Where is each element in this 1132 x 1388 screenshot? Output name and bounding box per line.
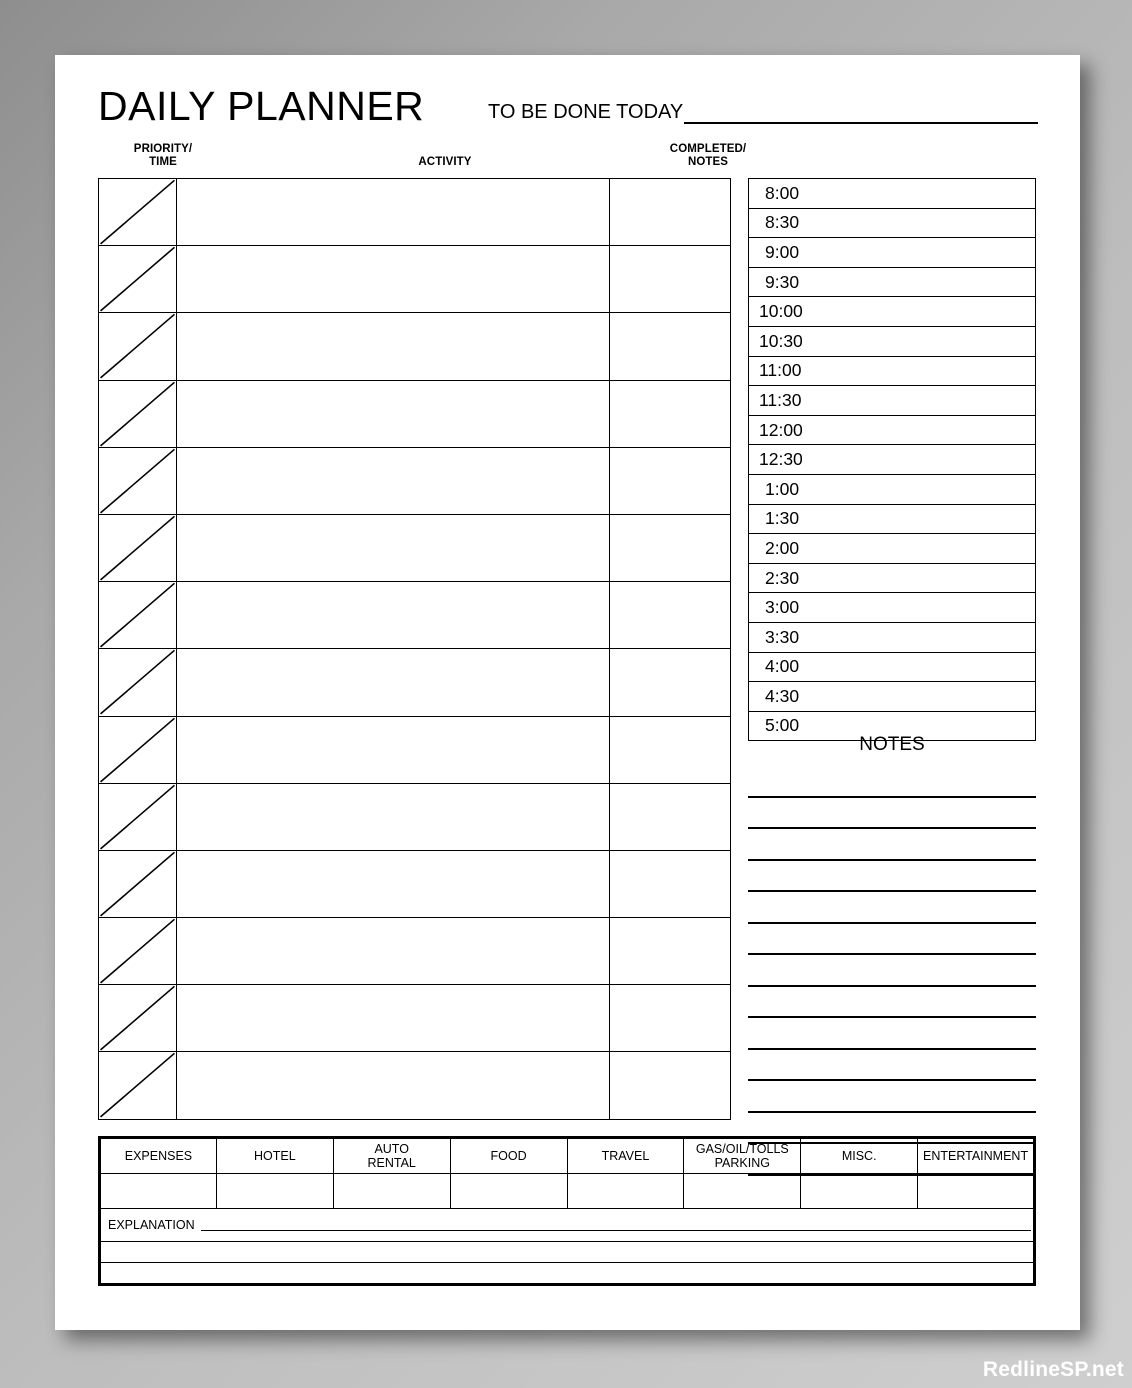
column-header-priority-time: [98, 143, 228, 169]
priority-time-cell[interactable]: [99, 514, 177, 581]
schedule-row: [749, 445, 1036, 475]
schedule-row: [749, 179, 1036, 209]
activity-row: [99, 716, 731, 783]
explanation-row: [100, 1209, 1035, 1242]
expenses-column-label-line: PARKING: [714, 1156, 770, 1170]
completed-notes-cell[interactable]: [610, 179, 731, 246]
expenses-column-label-line: EXPENSES: [124, 1149, 193, 1163]
explanation-extra-row: [100, 1263, 1035, 1285]
schedule-time-cell[interactable]: 8:30: [749, 208, 1036, 238]
expenses-column-header: [450, 1138, 567, 1174]
notes-write-line[interactable]: [748, 861, 1036, 893]
expenses-table: [98, 1136, 1036, 1286]
activity-cell[interactable]: [177, 447, 610, 514]
expenses-value-cell[interactable]: [918, 1174, 1035, 1209]
activity-cell[interactable]: [177, 380, 610, 447]
schedule-time-cell[interactable]: 8:00: [749, 179, 1036, 209]
priority-time-cell[interactable]: [99, 582, 177, 649]
completed-notes-cell[interactable]: [610, 582, 731, 649]
schedule-time-cell[interactable]: 4:00: [749, 652, 1036, 682]
priority-time-cell[interactable]: [99, 447, 177, 514]
expenses-column-label-line: MISC.: [841, 1149, 877, 1163]
schedule-row: [749, 238, 1036, 268]
diagonal-divider-icon: [99, 918, 176, 984]
priority-time-cell[interactable]: [99, 313, 177, 380]
schedule-time-cell[interactable]: 9:30: [749, 267, 1036, 297]
completed-notes-cell[interactable]: [610, 918, 731, 985]
completed-notes-cell[interactable]: [610, 313, 731, 380]
completed-notes-cell[interactable]: [610, 716, 731, 783]
expenses-column-header: [918, 1138, 1035, 1174]
schedule-row: [749, 208, 1036, 238]
schedule-time-cell[interactable]: 2:00: [749, 534, 1036, 564]
diagonal-divider-icon: [99, 313, 176, 379]
schedule-row: [749, 652, 1036, 682]
schedule-row: [749, 563, 1036, 593]
schedule-time-cell[interactable]: 10:00: [749, 297, 1036, 327]
schedule-time-cell[interactable]: 1:00: [749, 474, 1036, 504]
diagonal-divider-icon: [99, 717, 176, 783]
expenses-column-header: [567, 1138, 684, 1174]
activity-cell[interactable]: [177, 313, 610, 380]
expenses-value-row: [100, 1174, 1035, 1209]
notes-write-line[interactable]: [748, 798, 1036, 830]
activity-cell[interactable]: [177, 850, 610, 917]
activity-cell[interactable]: [177, 514, 610, 581]
activity-row: [99, 783, 731, 850]
schedule-row: [749, 504, 1036, 534]
notes-write-line[interactable]: [748, 987, 1036, 1019]
schedule-row: [749, 326, 1036, 356]
activity-row: [99, 447, 731, 514]
diagonal-divider-icon: [99, 448, 176, 514]
schedule-time-cell[interactable]: 1:30: [749, 504, 1036, 534]
expenses-column-label-line: TRAVEL: [601, 1149, 650, 1163]
schedule-row: [749, 534, 1036, 564]
activity-row: [99, 313, 731, 380]
activity-row: [99, 918, 731, 985]
schedule-time-cell[interactable]: 10:30: [749, 326, 1036, 356]
schedule-row: [749, 415, 1036, 445]
activity-table-body: [99, 179, 731, 1120]
completed-notes-cell[interactable]: [610, 783, 731, 850]
priority-time-cell[interactable]: [99, 716, 177, 783]
notes-write-line[interactable]: [748, 955, 1036, 987]
expenses-value-cell[interactable]: [216, 1174, 333, 1209]
expenses-column-header: [684, 1138, 801, 1174]
schedule-time-cell[interactable]: 3:30: [749, 622, 1036, 652]
expenses-value-cell[interactable]: [684, 1174, 801, 1209]
expenses-table-body: [100, 1138, 1035, 1285]
activity-cell[interactable]: [177, 918, 610, 985]
completed-notes-cell[interactable]: [610, 850, 731, 917]
schedule-time-cell[interactable]: 9:00: [749, 238, 1036, 268]
expenses-value-cell[interactable]: [333, 1174, 450, 1209]
completed-notes-cell[interactable]: [610, 246, 731, 313]
priority-time-cell[interactable]: [99, 246, 177, 313]
site-watermark: RedlineSP.net: [982, 1358, 1124, 1381]
completed-notes-cell[interactable]: [610, 514, 731, 581]
completed-notes-cell[interactable]: [610, 985, 731, 1052]
expenses-value-cell[interactable]: [801, 1174, 918, 1209]
activity-cell[interactable]: [177, 716, 610, 783]
activity-cell[interactable]: [177, 985, 610, 1052]
diagonal-divider-icon: [99, 851, 176, 917]
column-header-activity: ACTIVITY: [418, 156, 472, 168]
schedule-row: [749, 356, 1036, 386]
explanation-input-rule[interactable]: [201, 1219, 1031, 1231]
schedule-time-cell[interactable]: 11:30: [749, 386, 1036, 416]
expenses-column-label-line: RENTAL: [367, 1156, 416, 1170]
expenses-value-cell[interactable]: [567, 1174, 684, 1209]
column-header-priority-line2: TIME: [149, 156, 177, 168]
schedule-table: [748, 178, 1036, 741]
column-header-completed-notes: [613, 143, 803, 169]
planner-page: [55, 55, 1080, 1330]
page-title: DAILY PLANNER: [98, 83, 425, 129]
schedule-time-cell[interactable]: 3:00: [749, 593, 1036, 623]
activity-row: [99, 1052, 731, 1119]
activity-cell[interactable]: [177, 246, 610, 313]
explanation-extra-cell[interactable]: [100, 1242, 1035, 1263]
activity-row: [99, 582, 731, 649]
completed-notes-cell[interactable]: [610, 649, 731, 716]
expenses-column-header: [216, 1138, 333, 1174]
expenses-value-cell[interactable]: [100, 1174, 217, 1209]
activity-row: [99, 985, 731, 1052]
expenses-column-header: [333, 1138, 450, 1174]
activity-row: [99, 649, 731, 716]
to-be-done-today-input-rule[interactable]: [684, 102, 1038, 124]
schedule-row: [749, 297, 1036, 327]
expenses-value-cell[interactable]: [450, 1174, 567, 1209]
schedule-row: [749, 386, 1036, 416]
schedule-time-cell[interactable]: 2:30: [749, 563, 1036, 593]
activity-cell[interactable]: [177, 1052, 610, 1119]
schedule-row: [749, 267, 1036, 297]
schedule-row: [749, 682, 1036, 712]
activity-row: [99, 850, 731, 917]
diagonal-divider-icon: [99, 381, 176, 447]
notes-write-line[interactable]: [748, 892, 1036, 924]
diagonal-divider-icon: [99, 582, 176, 648]
expenses-column-label-line: GAS/OIL/TOLLS: [695, 1142, 789, 1156]
expenses-column-label-line: AUTO: [374, 1142, 409, 1156]
expenses-column-label-line: ENTERTAINMENT: [923, 1149, 1029, 1163]
diagonal-divider-icon: [99, 649, 176, 715]
notes-write-line[interactable]: [748, 1081, 1036, 1113]
schedule-row: [749, 593, 1036, 623]
column-header-priority-line1: PRIORITY/: [133, 143, 193, 155]
notes-lines: [748, 766, 1036, 1176]
completed-notes-cell[interactable]: [610, 380, 731, 447]
expenses-column-label-line: FOOD: [490, 1149, 527, 1163]
schedule-time-cell[interactable]: 5:00: [749, 711, 1036, 741]
activity-row: [99, 179, 731, 246]
schedule-row: [749, 474, 1036, 504]
activity-cell[interactable]: [177, 649, 610, 716]
activity-cell[interactable]: [177, 582, 610, 649]
schedule-time-cell[interactable]: 12:30: [749, 445, 1036, 475]
priority-time-cell[interactable]: [99, 850, 177, 917]
diagonal-divider-icon: [99, 985, 176, 1051]
explanation-extra-cell[interactable]: [100, 1263, 1035, 1285]
activity-cell[interactable]: [177, 179, 610, 246]
expenses-header-row: [100, 1138, 1035, 1174]
notes-write-line[interactable]: [748, 924, 1036, 956]
notes-title: NOTES: [859, 734, 925, 755]
priority-time-cell[interactable]: [99, 1052, 177, 1119]
schedule-time-cell[interactable]: 4:30: [749, 682, 1036, 712]
activity-cell[interactable]: [177, 783, 610, 850]
priority-time-cell[interactable]: [99, 179, 177, 246]
diagonal-divider-icon: [99, 515, 176, 581]
schedule-row: [749, 622, 1036, 652]
activity-table: [98, 178, 731, 1120]
priority-time-cell[interactable]: [99, 918, 177, 985]
schedule-time-cell[interactable]: 11:00: [749, 356, 1036, 386]
expenses-column-header: [100, 1138, 217, 1174]
expenses-column-label-line: HOTEL: [253, 1149, 296, 1163]
notes-write-line[interactable]: [748, 766, 1036, 798]
notes-write-line[interactable]: [748, 829, 1036, 861]
column-header-completed-line1: COMPLETED/: [669, 143, 747, 155]
diagonal-divider-icon: [99, 179, 176, 245]
explanation-extra-row: [100, 1242, 1035, 1263]
to-be-done-today-field[interactable]: [488, 101, 1038, 124]
expenses-column-header: [801, 1138, 918, 1174]
notes-write-line[interactable]: [748, 1050, 1036, 1082]
to-be-done-today-label: TO BE DONE TODAY: [488, 101, 684, 123]
priority-time-cell[interactable]: [99, 649, 177, 716]
explanation-cell[interactable]: [100, 1209, 1035, 1242]
schedule-table-body: [749, 179, 1036, 741]
priority-time-cell[interactable]: [99, 380, 177, 447]
activity-row: [99, 380, 731, 447]
priority-time-cell[interactable]: [99, 783, 177, 850]
page-header: [98, 83, 1038, 145]
schedule-time-cell[interactable]: 12:00: [749, 415, 1036, 445]
diagonal-divider-icon: [99, 784, 176, 850]
column-header-completed-line2: NOTES: [687, 156, 729, 168]
diagonal-divider-icon: [99, 246, 176, 312]
priority-time-cell[interactable]: [99, 985, 177, 1052]
diagonal-divider-icon: [99, 1052, 176, 1118]
explanation-label: EXPLANATION: [108, 1218, 195, 1232]
completed-notes-cell[interactable]: [610, 447, 731, 514]
activity-row: [99, 514, 731, 581]
completed-notes-cell[interactable]: [610, 1052, 731, 1119]
notes-write-line[interactable]: [748, 1018, 1036, 1050]
activity-row: [99, 246, 731, 313]
